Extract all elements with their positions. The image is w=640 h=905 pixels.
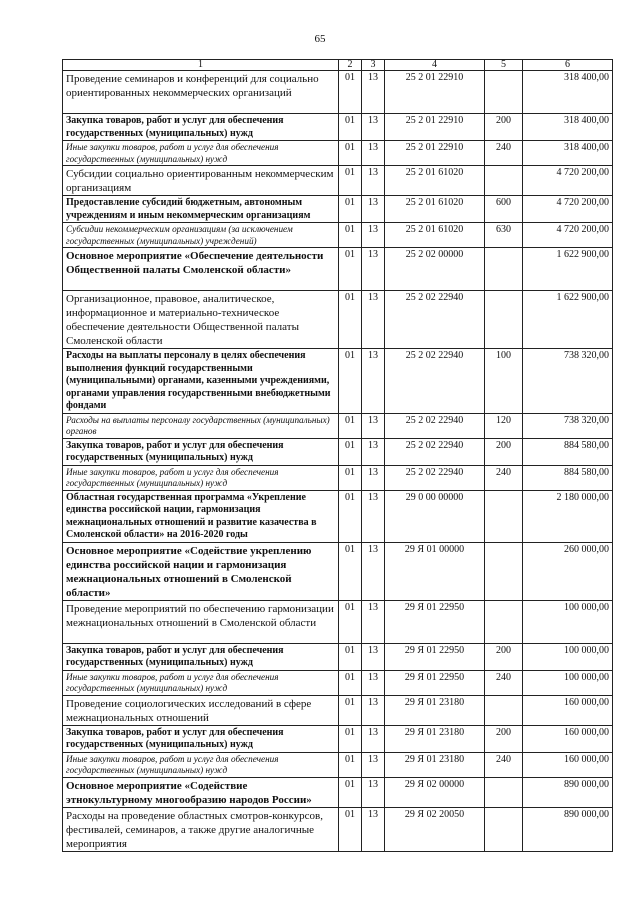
amount-cell: 738 320,00 — [523, 413, 613, 438]
amount-cell: 100 000,00 — [523, 643, 613, 670]
table-row — [63, 725, 613, 752]
section-code-cell: 01 — [339, 695, 362, 725]
section-code-cell: 01 — [339, 542, 362, 600]
expense-type-cell — [485, 807, 523, 851]
table-row — [63, 248, 613, 291]
budget-table — [62, 59, 613, 852]
amount-cell: 890 000,00 — [523, 777, 613, 807]
section-code-cell: 01 — [339, 465, 362, 490]
row-name-cell: Субсидии некоммерческим организациям (за исключением государственных (муниципальных) учреждений) — [63, 223, 339, 248]
column-header: 6 — [523, 60, 613, 71]
expense-type-cell: 240 — [485, 465, 523, 490]
target-article-cell: 25 2 01 61020 — [385, 196, 485, 223]
amount-cell: 100 000,00 — [523, 670, 613, 695]
table-row — [63, 196, 613, 223]
target-article-cell: 25 2 01 22910 — [385, 114, 485, 141]
subsection-code-cell: 13 — [362, 438, 385, 465]
amount-cell: 4 720 200,00 — [523, 166, 613, 196]
table-header-row — [63, 60, 613, 71]
row-name-cell: Организационное, правовое, аналитическое, информационное и материально-техническое обеспечение деятельности Общественной палаты Смоленской области — [63, 291, 339, 349]
expense-type-cell — [485, 166, 523, 196]
target-article-cell: 29 Я 01 22950 — [385, 643, 485, 670]
column-header: 4 — [385, 60, 485, 71]
row-name-cell: Закупка товаров, работ и услуг для обеспечения государственных (муниципальных) нужд — [63, 114, 339, 141]
subsection-code-cell: 13 — [362, 752, 385, 777]
table-row — [63, 223, 613, 248]
row-name-cell: Субсидии социально ориентированным некоммерческим организациям — [63, 166, 339, 196]
table-row — [63, 542, 613, 600]
amount-cell: 4 720 200,00 — [523, 196, 613, 223]
expense-type-cell: 240 — [485, 752, 523, 777]
table-row — [63, 413, 613, 438]
subsection-code-cell: 13 — [362, 777, 385, 807]
row-name-cell: Закупка товаров, работ и услуг для обеспечения государственных (муниципальных) нужд — [63, 643, 339, 670]
expense-type-cell: 240 — [485, 670, 523, 695]
table-row — [63, 349, 613, 414]
subsection-code-cell: 13 — [362, 725, 385, 752]
section-code-cell: 01 — [339, 643, 362, 670]
target-article-cell: 25 2 02 22940 — [385, 349, 485, 414]
row-name-cell: Проведение мероприятий по обеспечению гармонизации межнациональных отношений в Смоленской области — [63, 600, 339, 643]
section-code-cell: 01 — [339, 413, 362, 438]
subsection-code-cell: 13 — [362, 291, 385, 349]
row-name-cell: Проведение социологических исследований в сфере межнациональных отношений — [63, 695, 339, 725]
target-article-cell: 25 2 01 22910 — [385, 71, 485, 114]
subsection-code-cell: 13 — [362, 542, 385, 600]
expense-type-cell: 200 — [485, 725, 523, 752]
subsection-code-cell: 13 — [362, 490, 385, 542]
table-row — [63, 670, 613, 695]
section-code-cell: 01 — [339, 438, 362, 465]
row-name-cell: Расходы на выплаты персоналу государственных (муниципальных) органов — [63, 413, 339, 438]
table-row — [63, 71, 613, 114]
target-article-cell: 29 Я 01 23180 — [385, 695, 485, 725]
row-name-cell: Иные закупки товаров, работ и услуг для обеспечения государственных (муниципальных) нужд — [63, 141, 339, 166]
target-article-cell: 29 0 00 00000 — [385, 490, 485, 542]
section-code-cell: 01 — [339, 670, 362, 695]
subsection-code-cell: 13 — [362, 413, 385, 438]
target-article-cell: 25 2 01 61020 — [385, 223, 485, 248]
section-code-cell: 01 — [339, 223, 362, 248]
subsection-code-cell: 13 — [362, 670, 385, 695]
target-article-cell: 29 Я 01 22950 — [385, 600, 485, 643]
expense-type-cell — [485, 490, 523, 542]
target-article-cell: 25 2 02 00000 — [385, 248, 485, 291]
subsection-code-cell: 13 — [362, 71, 385, 114]
amount-cell: 318 400,00 — [523, 141, 613, 166]
target-article-cell: 25 2 02 22940 — [385, 413, 485, 438]
section-code-cell: 01 — [339, 141, 362, 166]
table-row — [63, 166, 613, 196]
section-code-cell: 01 — [339, 196, 362, 223]
row-name-cell: Основное мероприятие «Обеспечение деятельности Общественной палаты Смоленской области» — [63, 248, 339, 291]
section-code-cell: 01 — [339, 777, 362, 807]
subsection-code-cell: 13 — [362, 196, 385, 223]
subsection-code-cell: 13 — [362, 465, 385, 490]
row-name-cell: Закупка товаров, работ и услуг для обеспечения государственных (муниципальных) нужд — [63, 725, 339, 752]
subsection-code-cell: 13 — [362, 695, 385, 725]
expense-type-cell — [485, 71, 523, 114]
column-header: 5 — [485, 60, 523, 71]
expense-type-cell: 240 — [485, 141, 523, 166]
amount-cell: 4 720 200,00 — [523, 223, 613, 248]
subsection-code-cell: 13 — [362, 349, 385, 414]
expense-type-cell: 200 — [485, 114, 523, 141]
row-name-cell: Иные закупки товаров, работ и услуг для обеспечения государственных (муниципальных) нужд — [63, 752, 339, 777]
table-row — [63, 438, 613, 465]
expense-type-cell — [485, 777, 523, 807]
amount-cell: 1 622 900,00 — [523, 291, 613, 349]
page-number: 65 — [314, 33, 326, 45]
expense-type-cell: 120 — [485, 413, 523, 438]
subsection-code-cell: 13 — [362, 114, 385, 141]
table-row — [63, 777, 613, 807]
expense-type-cell — [485, 542, 523, 600]
section-code-cell: 01 — [339, 725, 362, 752]
section-code-cell: 01 — [339, 166, 362, 196]
target-article-cell: 29 Я 01 00000 — [385, 542, 485, 600]
section-code-cell: 01 — [339, 248, 362, 291]
expense-type-cell: 100 — [485, 349, 523, 414]
row-name-cell: Основное мероприятие «Содействие этнокультурному многообразию народов России» — [63, 777, 339, 807]
subsection-code-cell: 13 — [362, 807, 385, 851]
amount-cell: 318 400,00 — [523, 114, 613, 141]
row-name-cell: Расходы на проведение областных смотров-конкурсов, фестивалей, семинаров, а также другие аналогичные мероприятия — [63, 807, 339, 851]
column-header: 3 — [362, 60, 385, 71]
expense-type-cell — [485, 695, 523, 725]
expense-type-cell: 630 — [485, 223, 523, 248]
target-article-cell: 29 Я 01 22950 — [385, 670, 485, 695]
expense-type-cell: 200 — [485, 643, 523, 670]
table-row — [63, 114, 613, 141]
section-code-cell: 01 — [339, 114, 362, 141]
target-article-cell: 25 2 02 22940 — [385, 291, 485, 349]
table-row — [63, 490, 613, 542]
subsection-code-cell: 13 — [362, 600, 385, 643]
row-name-cell: Предоставление субсидий бюджетным, автономным учреждениям и иным некоммерческим организациям — [63, 196, 339, 223]
expense-type-cell — [485, 600, 523, 643]
amount-cell: 260 000,00 — [523, 542, 613, 600]
section-code-cell: 01 — [339, 291, 362, 349]
target-article-cell: 25 2 01 22910 — [385, 141, 485, 166]
table-row — [63, 141, 613, 166]
row-name-cell: Проведение семинаров и конференций для социально ориентированных некоммерческих организаций — [63, 71, 339, 114]
amount-cell: 738 320,00 — [523, 349, 613, 414]
section-code-cell: 01 — [339, 600, 362, 643]
table-row — [63, 752, 613, 777]
expense-type-cell: 600 — [485, 196, 523, 223]
subsection-code-cell: 13 — [362, 166, 385, 196]
section-code-cell: 01 — [339, 71, 362, 114]
table-row — [63, 643, 613, 670]
amount-cell: 2 180 000,00 — [523, 490, 613, 542]
section-code-cell: 01 — [339, 807, 362, 851]
subsection-code-cell: 13 — [362, 248, 385, 291]
table-row — [63, 465, 613, 490]
amount-cell: 100 000,00 — [523, 600, 613, 643]
target-article-cell: 29 Я 02 20050 — [385, 807, 485, 851]
amount-cell: 318 400,00 — [523, 71, 613, 114]
target-article-cell: 25 2 02 22940 — [385, 438, 485, 465]
section-code-cell: 01 — [339, 490, 362, 542]
row-name-cell: Иные закупки товаров, работ и услуг для обеспечения государственных (муниципальных) нужд — [63, 465, 339, 490]
table-row — [63, 600, 613, 643]
row-name-cell: Иные закупки товаров, работ и услуг для обеспечения государственных (муниципальных) нужд — [63, 670, 339, 695]
amount-cell: 890 000,00 — [523, 807, 613, 851]
row-name-cell: Основное мероприятие «Содействие укреплению единства российской нации и гармонизация межнациональных отношений в Смоленской области» — [63, 542, 339, 600]
section-code-cell: 01 — [339, 752, 362, 777]
expense-type-cell: 200 — [485, 438, 523, 465]
row-name-cell: Расходы на выплаты персоналу в целях обеспечения выполнения функций государственными (муниципальными) органами, казенными учреждениями, органами управления государственными внебюджетными фондами — [63, 349, 339, 414]
row-name-cell: Закупка товаров, работ и услуг для обеспечения государственных (муниципальных) нужд — [63, 438, 339, 465]
row-name-cell: Областная государственная программа «Укрепление единства российской нации, гармонизация межнациональных отношений и развитие казачества в Смоленской области» на 2016-2020 годы — [63, 490, 339, 542]
target-article-cell: 25 2 02 22940 — [385, 465, 485, 490]
column-header: 1 — [63, 60, 339, 71]
expense-type-cell — [485, 291, 523, 349]
section-code-cell: 01 — [339, 349, 362, 414]
expense-type-cell — [485, 248, 523, 291]
subsection-code-cell: 13 — [362, 643, 385, 670]
target-article-cell: 29 Я 02 00000 — [385, 777, 485, 807]
table-row — [63, 291, 613, 349]
amount-cell: 160 000,00 — [523, 725, 613, 752]
amount-cell: 160 000,00 — [523, 695, 613, 725]
target-article-cell: 29 Я 01 23180 — [385, 725, 485, 752]
subsection-code-cell: 13 — [362, 141, 385, 166]
amount-cell: 160 000,00 — [523, 752, 613, 777]
amount-cell: 884 580,00 — [523, 438, 613, 465]
target-article-cell: 25 2 01 61020 — [385, 166, 485, 196]
table-row — [63, 807, 613, 851]
amount-cell: 1 622 900,00 — [523, 248, 613, 291]
column-header: 2 — [339, 60, 362, 71]
table-row — [63, 695, 613, 725]
amount-cell: 884 580,00 — [523, 465, 613, 490]
target-article-cell: 29 Я 01 23180 — [385, 752, 485, 777]
subsection-code-cell: 13 — [362, 223, 385, 248]
